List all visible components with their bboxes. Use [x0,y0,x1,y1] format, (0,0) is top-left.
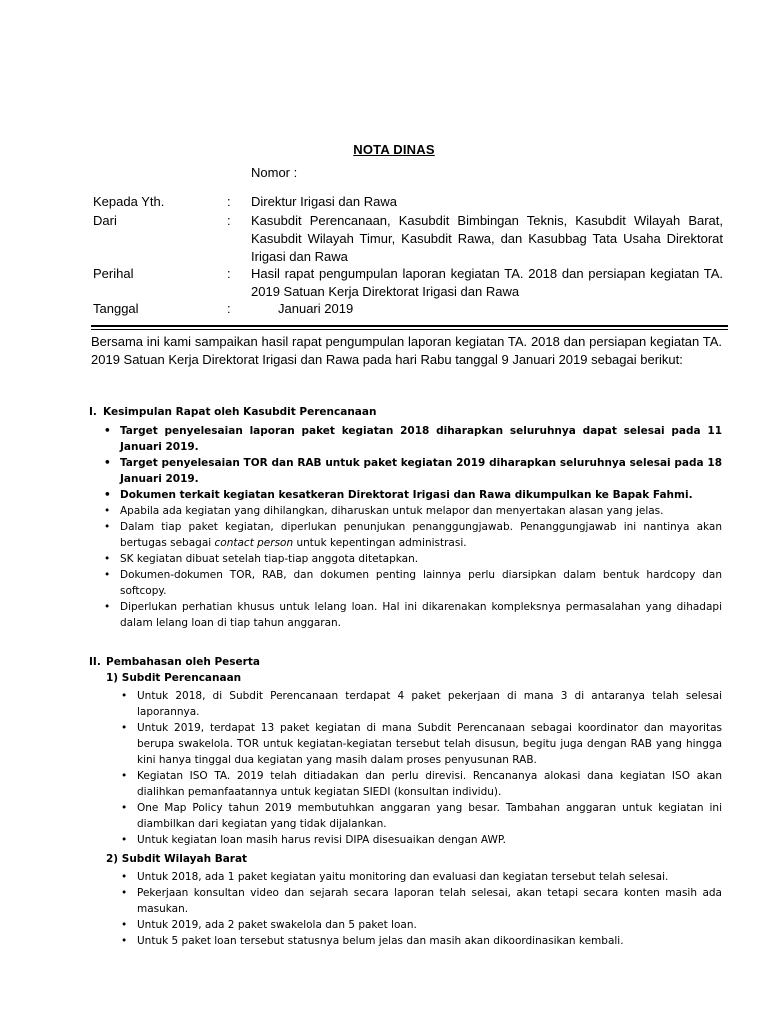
list-item: • Untuk 2019, terdapat 13 paket kegiatan di mana Subdit Perencanaan sebagai koordinator dan mayoritas berupa swakelola. TOR untuk kegiatan-kegiatan tersebut telah disusun, begitu juga dengan RAB yang hingga kini hanya tinggal dua kegiatan yang masih dalam proses penyusunan RAB. [121,722,722,766]
bullet-icon: • [104,505,111,517]
bullet-icon: • [121,722,128,734]
header-value: Hasil rapat pengumpulan laporan kegiatan TA. 2018 dan persiapan kegiatan TA. 2019 Satuan Kerja Direktorat Irigasi dan Rawa [251,266,723,299]
header-colon: : [227,194,231,209]
bullet-icon: • [104,601,111,613]
list-item: • Untuk 2018, di Subdit Perencanaan terdapat 4 paket pekerjaan di mana 3 di antaranya telah selesai laporannya. [121,690,722,718]
list-item: • SK kegiatan dibuat setelah tiap-tiap anggota ditetapkan. [104,553,419,565]
bullet-icon: • [104,425,111,437]
section1-list [104,423,722,631]
section-title: Kesimpulan Rapat oleh Kasubdit Perencanaan [103,406,377,418]
subsection1-list [121,688,722,848]
subsection-title: 1) Subdit Perencanaan [106,672,242,684]
subsection-title: 2) Subdit Wilayah Barat [106,853,248,865]
list-item: • Untuk 2018, ada 1 paket kegiatan yaitu monitoring dan evaluasi dan kegiatan tersebut telah selesai. [121,871,669,883]
header-divider-thick [91,325,728,327]
list-item: • Untuk kegiatan loan masih harus revisi DIPA disesuaikan dengan AWP. [121,834,506,846]
list-item: • Apabila ada kegiatan yang dihilangkan, diharuskan untuk melapor dan menyertakan alasan yang jelas. [104,505,664,517]
bullet-icon: • [121,935,128,947]
nomor-label: Nomor : [251,165,298,180]
header-label: Kepada Yth. [93,194,165,209]
bullet-icon: • [121,919,128,931]
bullet-icon: • [104,457,111,469]
section-number: II. [89,656,101,668]
bullet-icon: • [121,802,128,814]
bullet-icon: • [121,887,128,899]
header-label: Perihal [93,266,134,281]
list-item: • Untuk 2019, ada 2 paket swakelola dan 5 paket loan. [121,919,417,931]
header-label: Dari [93,213,117,228]
bullet-icon: • [121,770,128,782]
intro-paragraph: Bersama ini kami sampaikan hasil rapat pengumpulan laporan kegiatan TA. 2018 dan persiapan kegiatan TA. 2019 Satuan Kerja Direktorat Irigasi dan Rawa pada hari Rabu tanggal 9 Januari 2019 sebagai berikut: [91,334,722,367]
list-item: • Diperlukan perhatian khusus untuk lelang loan. Hal ini dikarenakan kompleksnya permasalahan yang dihadapi dalam lelang loan di tiap tahun anggaran. [104,601,722,629]
bullet-icon: • [104,489,111,501]
header-value: Direktur Irigasi dan Rawa [251,194,397,209]
bullet-icon: • [104,553,111,565]
subsection2-list [121,869,722,949]
header-divider-thin [91,329,728,330]
list-item: • Kegiatan ISO TA. 2019 telah ditiadakan dan perlu direvisi. Rencananya alokasi dana kegiatan ISO akan dialihkan pemanfaatannya untuk kegiatan SIEDI (konsultan individu). [121,770,722,798]
document-title: NOTA DINAS [353,142,435,157]
list-item: • One Map Policy tahun 2019 membutuhkan anggaran yang besar. Tambahan anggaran untuk kegiatan ini diambilkan dari kegiatan yang tidak dijalankan. [121,802,722,830]
header-value: Kasubdit Perencanaan, Kasubdit Bimbingan Teknis, Kasubdit Wilayah Barat, Kasubdit Wilayah Timur, Kasubdit Rawa, dan Kasubbag Tata Usaha Direktorat Irigasi dan Rawa [251,213,723,264]
header-colon: : [227,301,231,316]
list-item: • Pekerjaan konsultan video dan sejarah secara laporan telah selesai, akan tetapi secara konten masih ada masukan. [121,887,722,915]
header-label: Tanggal [93,301,139,316]
list-item: • Dokumen terkait kegiatan kesatkeran Direktorat Irigasi dan Rawa dikumpulkan ke Bapak Fahmi. [104,489,693,501]
bullet-icon: • [121,690,128,702]
bullet-icon: • [104,569,111,581]
header-value: Januari 2019 [278,301,354,316]
bullet-icon: • [121,834,128,846]
list-item: • Target penyelesaian TOR dan RAB untuk paket kegiatan 2019 diharapkan seluruhnya selesai pada 18 Januari 2019. [104,457,722,485]
list-item: • Dalam tiap paket kegiatan, diperlukan penunjukan penanggungjawab. Penanggungjawab ini nantinya akan bertugas sebagai contact person untuk kepentingan administrasi. [104,521,722,549]
bullet-icon: • [104,521,111,533]
bullet-icon: • [121,871,128,883]
header-colon: : [227,213,231,228]
list-item: • Target penyelesaian laporan paket kegiatan 2018 diharapkan seluruhnya dapat selesai pada 11 Januari 2019. [104,425,722,453]
section-number: I. [89,406,97,418]
header-colon: : [227,266,231,281]
list-item: • Untuk 5 paket loan tersebut statusnya belum jelas dan masih akan dikoordinasikan kembali. [121,935,624,947]
section-title: Pembahasan oleh Peserta [106,656,260,668]
list-item: • Dokumen-dokumen TOR, RAB, dan dokumen penting lainnya perlu diarsipkan dalam bentuk hardcopy dan softcopy. [104,569,722,597]
